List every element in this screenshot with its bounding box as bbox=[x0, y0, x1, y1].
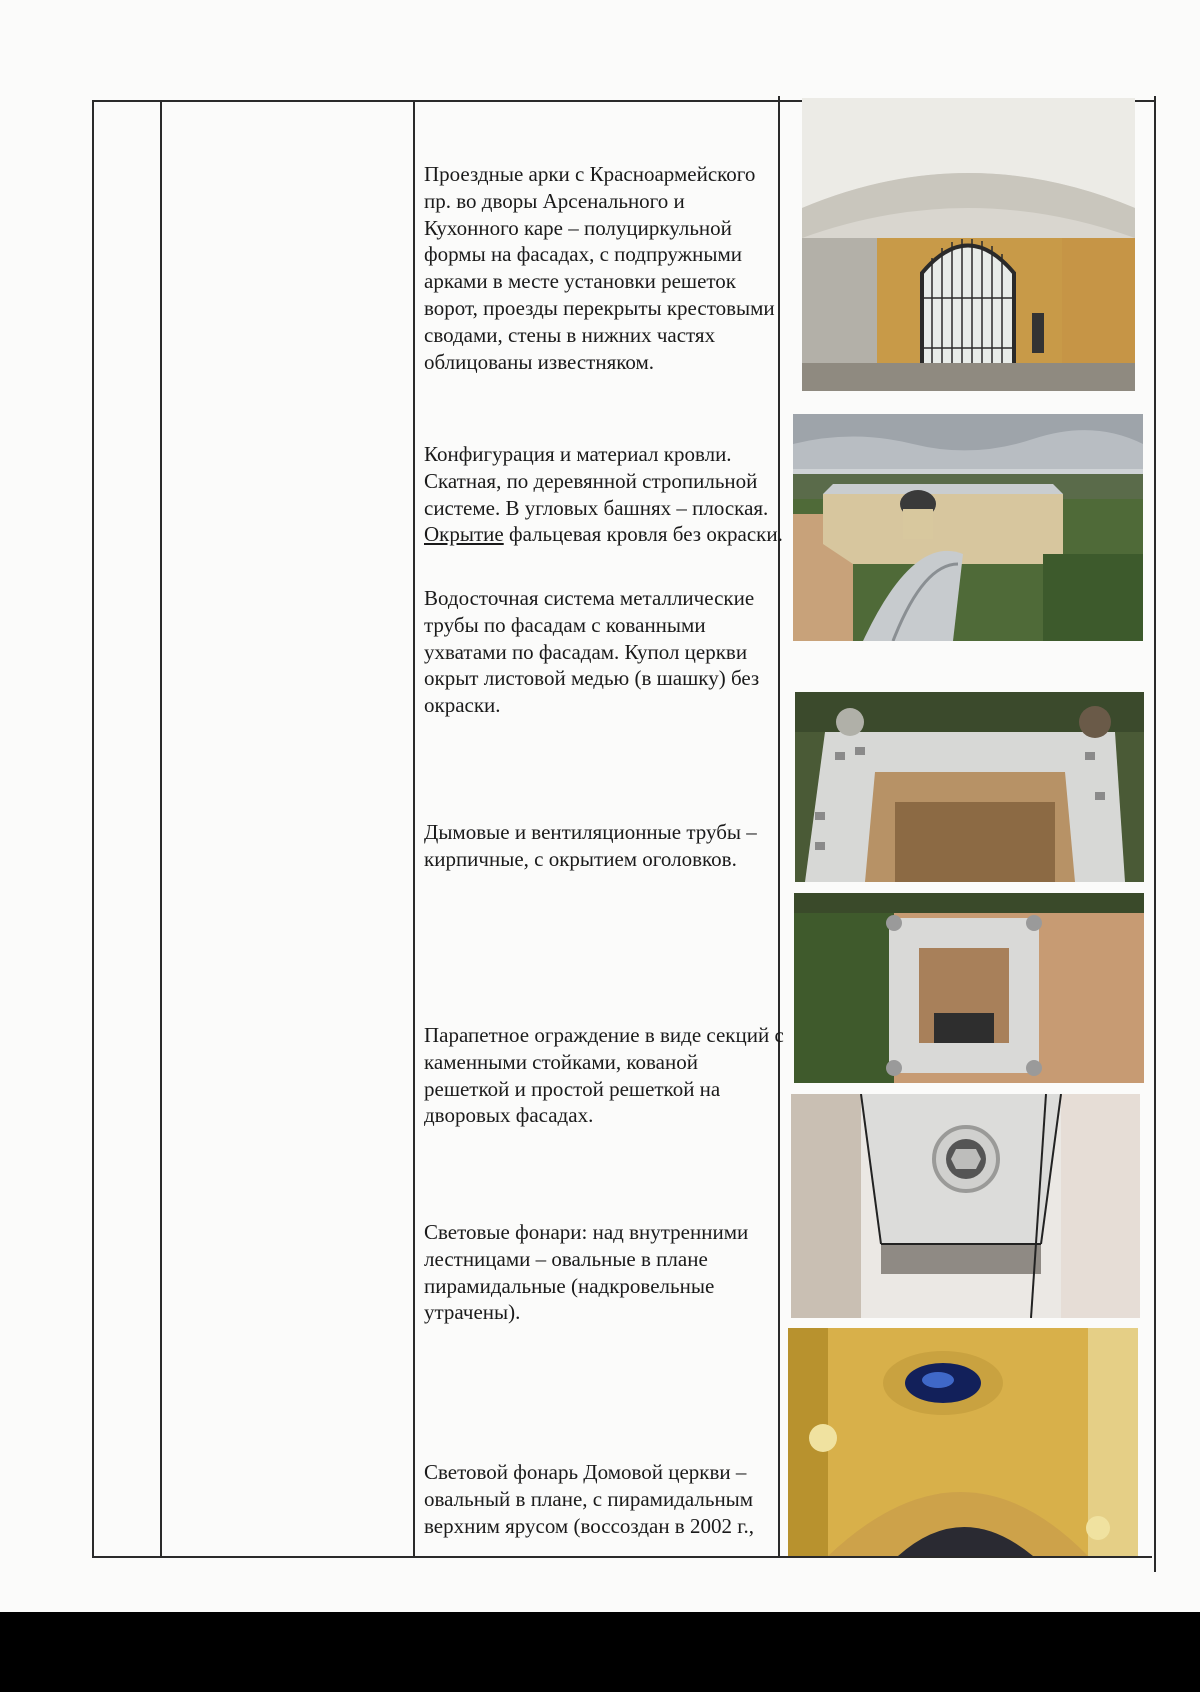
column-divider-1 bbox=[160, 100, 162, 1558]
paragraph-skylights: Световые фонари: над внутренними лестницами – овальные в плане пирамидальные (надкровельные утрачены). bbox=[424, 1220, 749, 1325]
footer-black-band bbox=[0, 1612, 1200, 1692]
square-courtyard-aerial-photo bbox=[794, 893, 1144, 1083]
church-interior-skylight-photo bbox=[788, 1328, 1138, 1556]
column-divider-2 bbox=[413, 100, 415, 1558]
roof-underlined-word: Окрытие bbox=[424, 522, 504, 547]
paragraph-chimneys: Дымовые и вентиляционные трубы – кирпичные, с окрытием оголовков. bbox=[424, 820, 757, 871]
table-left-border bbox=[92, 100, 94, 1558]
roof-text-start: Конфигурация и материал кровли. Скатная, по деревянной стропильной системе. В угловых башнях – плоская. bbox=[424, 442, 769, 520]
paragraph-arches: Проездные арки с Красноармейского пр. во дворы Арсенального и Кухонного каре – полуциркульной формы на фасадах, с подпружными арками в месте установки решеток ворот, проезды перекрыты крестовыми сводами, стены в нижних частях облицованы известняком. bbox=[424, 162, 775, 374]
courtyard-aerial-photo bbox=[795, 692, 1144, 882]
roof-text-end: фальцевая кровля без окраски. bbox=[503, 522, 783, 547]
paragraph-parapet: Парапетное ограждение в виде секций с каменными стойками, кованой решеткой и простой решеткой на дворовых фасадах. bbox=[424, 1023, 784, 1128]
paragraph-drainage: Водосточная система металлические трубы по фасадам с кованными ухватами по фасадам. Купол церкви окрыт листовой медью (в шашку) без окраски. bbox=[424, 586, 760, 718]
paragraph-roof bbox=[424, 441, 784, 548]
stairwell-skylight-photo bbox=[791, 1094, 1140, 1318]
archway-passage-photo bbox=[802, 98, 1135, 391]
palace-roof-aerial-photo bbox=[793, 414, 1143, 641]
table-bottom-border bbox=[92, 1556, 1152, 1558]
table-right-border bbox=[1154, 96, 1156, 1572]
paragraph-church-skylight: Световой фонарь Домовой церкви – овальный в плане, с пирамидальным верхним ярусом (воссоздан в 2002 г., bbox=[424, 1460, 754, 1538]
